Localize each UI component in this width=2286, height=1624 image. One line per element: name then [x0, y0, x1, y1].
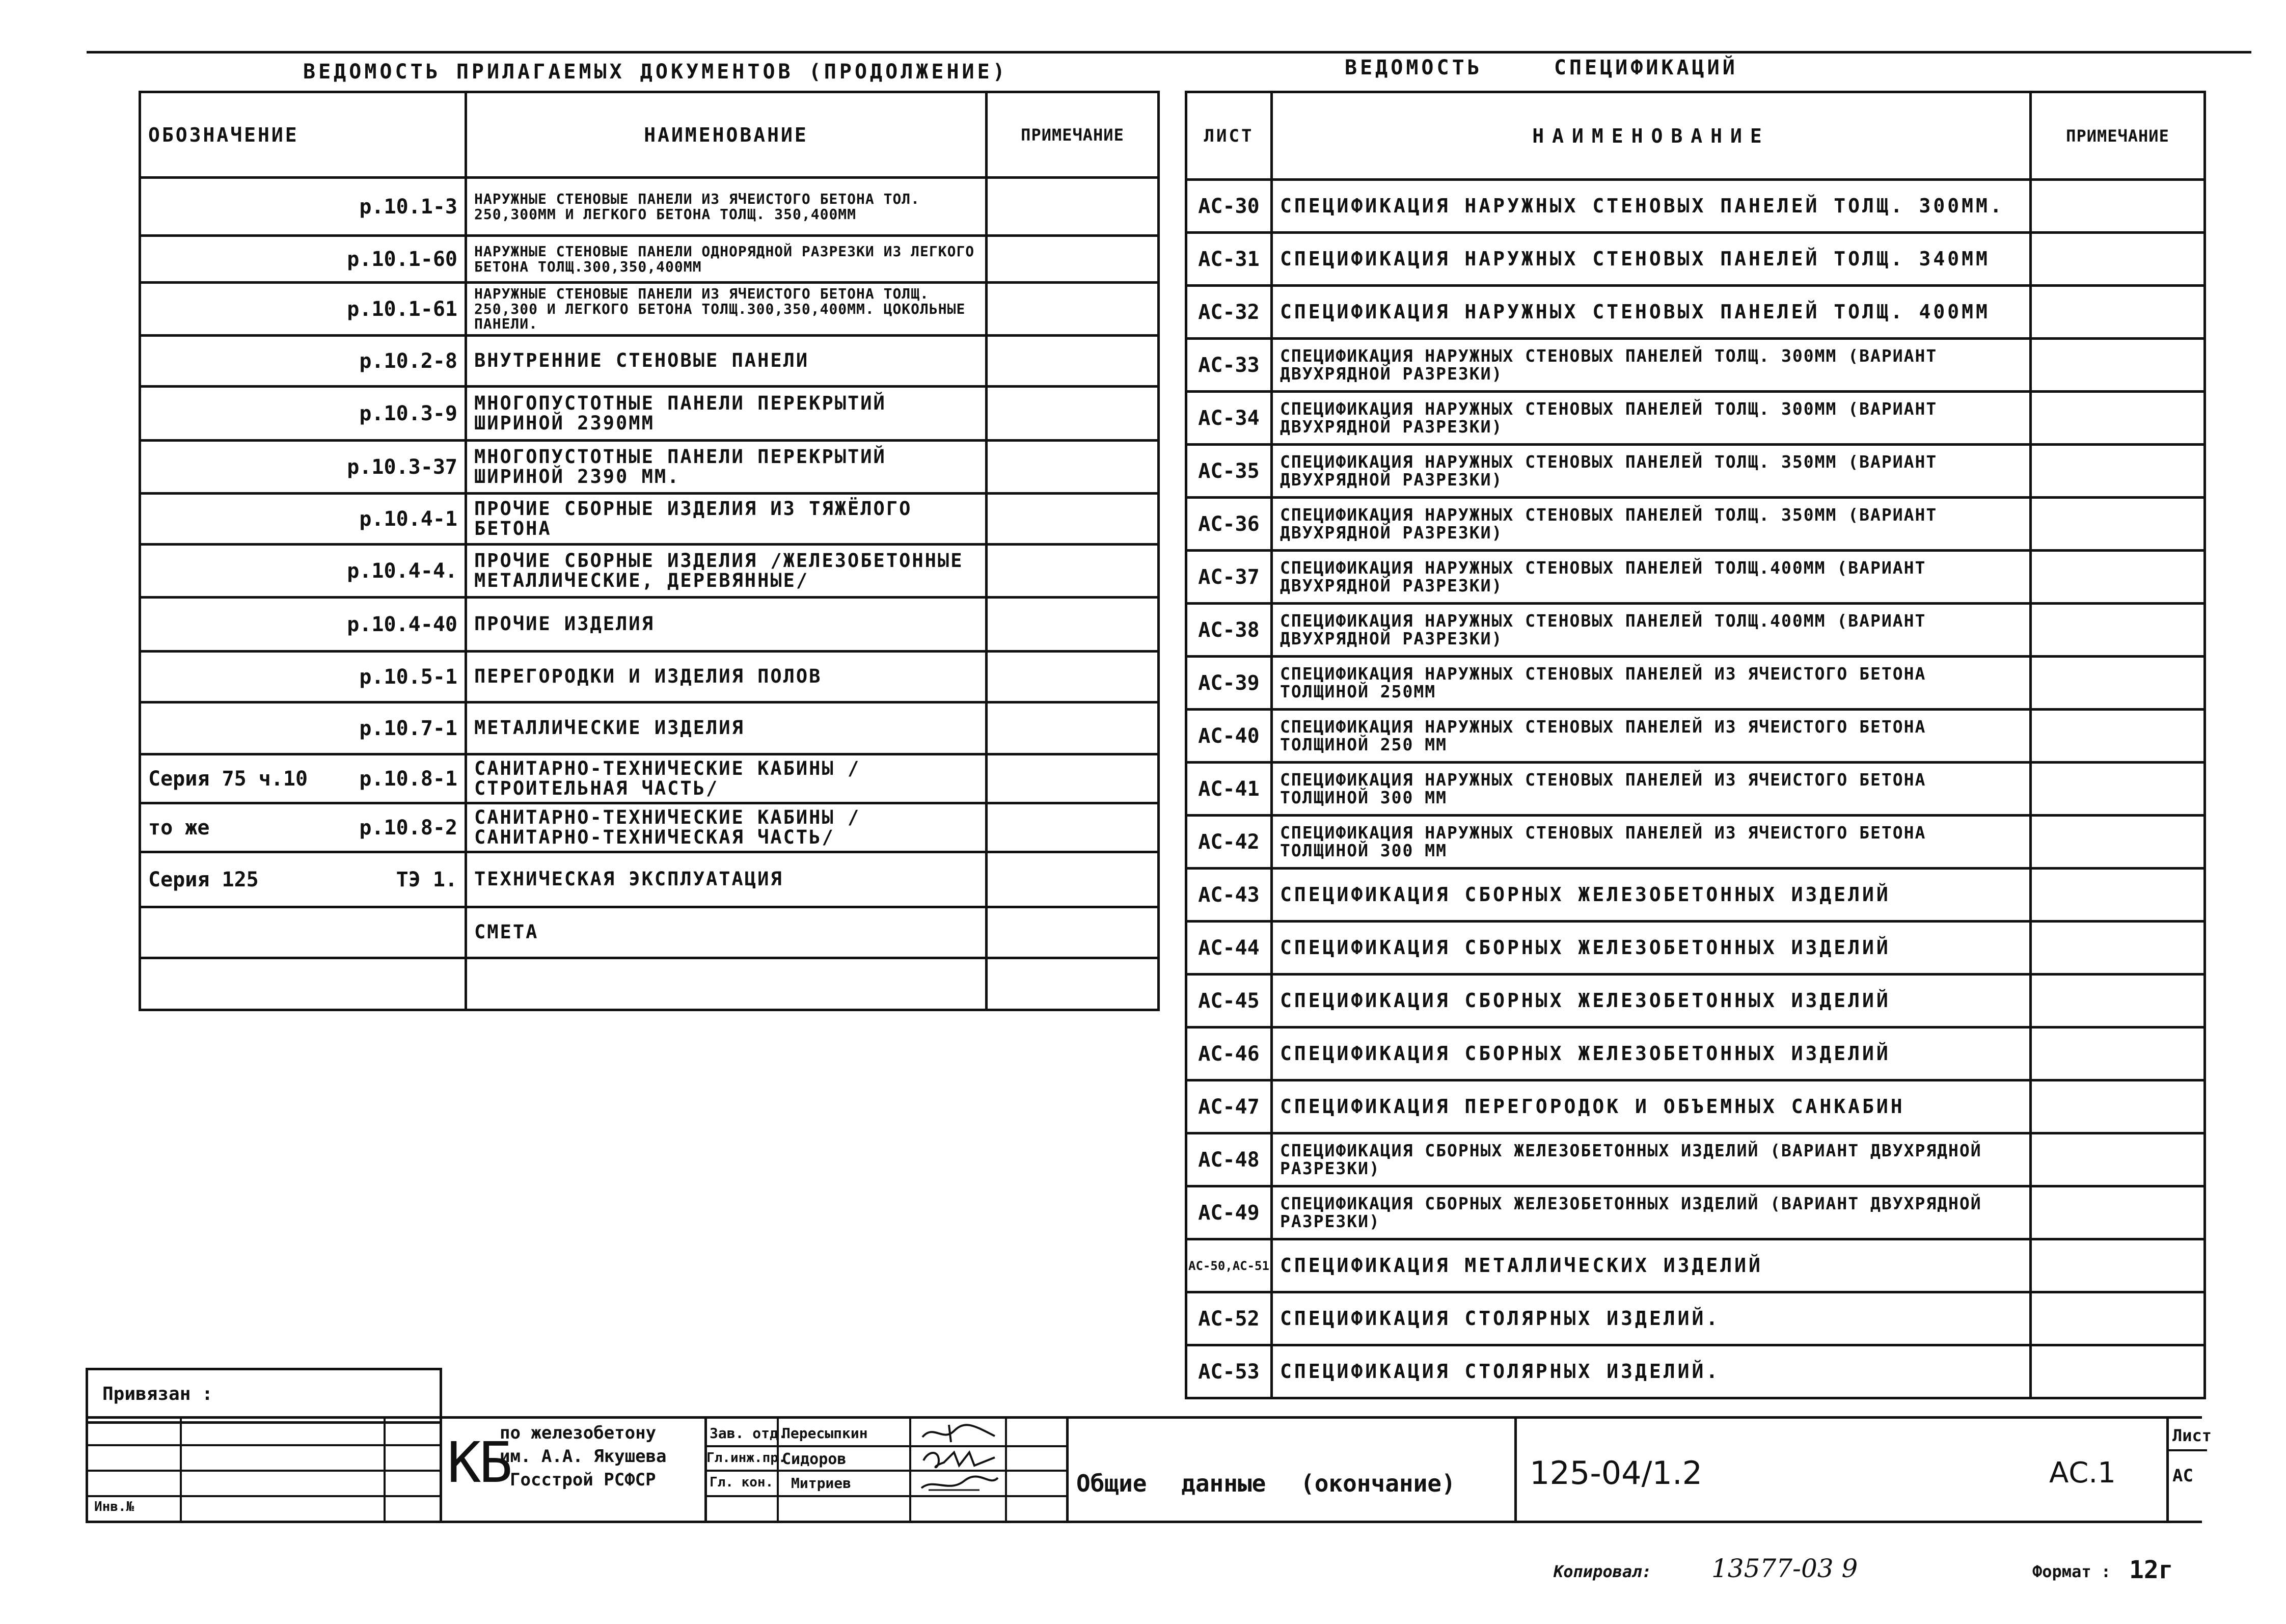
table-row: [1186, 922, 2205, 975]
table-row: [1186, 763, 2205, 816]
designation-code: р.10.3-37: [347, 455, 457, 479]
specification-name-cell: СПЕЦИФИКАЦИЯ НАРУЖНЫХ СТЕНОВЫХ ПАНЕЛЕЙ ИЗ ЯЧЕИСТОГО БЕТОНА ТОЛЩИНОЙ 300 ММ: [1272, 763, 2031, 816]
designation-code: р.10.2-8: [359, 349, 457, 373]
note-cell: [987, 598, 1159, 652]
attached-box: [86, 1368, 442, 1424]
table-row: [140, 958, 1159, 1010]
table-row: [140, 803, 1159, 852]
table-row: [140, 387, 1159, 441]
sheet-number-cell: АС-43: [1186, 869, 1272, 922]
name-header: НАИМЕНОВАНИЕ: [466, 92, 987, 178]
document-name-cell: САНИТАРНО-ТЕХНИЧЕСКИЕ КАБИНЫ /САНИТАРНО-ТЕХНИЧЕСКАЯ ЧАСТЬ/: [466, 803, 987, 852]
sheet-number-cell: АС-44: [1186, 922, 1272, 975]
note-cell: [2031, 498, 2205, 551]
designation-code: р.10.3-9: [359, 401, 457, 425]
designation-code: р.10.4-1: [359, 507, 457, 531]
copied-value: 13577-03 9: [1711, 1554, 1858, 1583]
note-cell: [2031, 657, 2205, 710]
table-row: [1186, 551, 2205, 604]
copied-label: Копировал:: [1554, 1562, 1652, 1581]
table-row: [140, 907, 1159, 958]
designation-code: р.10.7-1: [359, 716, 457, 740]
table-row: [1186, 816, 2205, 869]
series-prefix: Серия 125: [148, 868, 259, 891]
sheet-number-cell: АС-47: [1186, 1080, 1272, 1133]
document-name-cell: ПРОЧИЕ СБОРНЫЕ ИЗДЕЛИЯ ИЗ ТЯЖЁЛОГО БЕТОНА: [466, 494, 987, 545]
table-row: [1186, 1345, 2205, 1398]
specification-name-cell: СПЕЦИФИКАЦИЯ НАРУЖНЫХ СТЕНОВЫХ ПАНЕЛЕЙ ТОЛЩ. 350ММ (ВАРИАНТ ДВУХРЯДНОЙ РАЗРЕЗКИ): [1272, 445, 2031, 498]
designation-cell: [140, 702, 466, 754]
table-row: [140, 283, 1159, 336]
table-row: [1186, 710, 2205, 763]
document-name-cell: ПРОЧИЕ СБОРНЫЕ ИЗДЕЛИЯ /ЖЕЛЕЗОБЕТОННЫЕ МЕТАЛЛИЧЕСКИЕ, ДЕРЕВЯННЫЕ/: [466, 545, 987, 598]
table-row: [1186, 180, 2205, 233]
specification-name-cell: СПЕЦИФИКАЦИЯ СБОРНЫХ ЖЕЛЕЗОБЕТОННЫХ ИЗДЕЛИЙ: [1272, 975, 2031, 1027]
note-cell: [987, 283, 1159, 336]
designation-code: ТЭ 1.: [396, 868, 457, 891]
sheet-header: ЛИСТ: [1186, 92, 1272, 180]
specification-name-cell: СПЕЦИФИКАЦИЯ НАРУЖНЫХ СТЕНОВЫХ ПАНЕЛЕЙ ТОЛЩ. 400ММ: [1272, 286, 2031, 339]
signature-1-icon: [918, 1422, 1000, 1444]
table-row: [1186, 1080, 2205, 1133]
sheet-cut: АС: [2172, 1466, 2193, 1486]
note-cell: [987, 702, 1159, 754]
note-cell: [2031, 392, 2205, 445]
format-label: Формат :: [2032, 1562, 2111, 1581]
role-2: Гл.инж.пр.: [706, 1450, 786, 1466]
note-cell: [2031, 1080, 2205, 1133]
sheet-number-cell: АС-49: [1186, 1186, 1272, 1239]
note-cell: [2031, 975, 2205, 1027]
sheet-number-cell: АС-39: [1186, 657, 1272, 710]
document-name-cell: САНИТАРНО-ТЕХНИЧЕСКИЕ КАБИНЫ /СТРОИТЕЛЬНАЯ ЧАСТЬ/: [466, 754, 987, 803]
note-cell: [987, 336, 1159, 387]
note-header: ПРИМЕЧАНИЕ: [987, 92, 1159, 178]
drawing-title: Общие данные (окончание): [1076, 1470, 1456, 1497]
document-name-cell: ПЕРЕГОРОДКИ И ИЗДЕЛИЯ ПОЛОВ: [466, 652, 987, 702]
specifications-table: [1185, 91, 2206, 1399]
designation-code: р.10.8-1: [359, 767, 457, 791]
document-name-cell: [466, 958, 987, 1010]
sheet-number-cell: АС-40: [1186, 710, 1272, 763]
specification-name-cell: СПЕЦИФИКАЦИЯ СБОРНЫХ ЖЕЛЕЗОБЕТОННЫХ ИЗДЕЛИЙ: [1272, 922, 2031, 975]
table-row: [1186, 1239, 2205, 1292]
document-name-cell: НАРУЖНЫЕ СТЕНОВЫЕ ПАНЕЛИ ИЗ ЯЧЕИСТОГО БЕТОНА ТОЛ. 250,300ММ И ЛЕГКОГО БЕТОНА ТОЛЩ. 350,400ММ: [466, 178, 987, 236]
sheet-number-cell: АС-52: [1186, 1292, 1272, 1345]
document-name-cell: ВНУТРЕННИЕ СТЕНОВЫЕ ПАНЕЛИ: [466, 336, 987, 387]
table-row: [1186, 498, 2205, 551]
table-row: [140, 236, 1159, 283]
note-cell: [2031, 551, 2205, 604]
specification-name-cell: СПЕЦИФИКАЦИЯ НАРУЖНЫХ СТЕНОВЫХ ПАНЕЛЕЙ ИЗ ЯЧЕИСТОГО БЕТОНА ТОЛЩИНОЙ 300 ММ: [1272, 816, 2031, 869]
note-cell: [2031, 1292, 2205, 1345]
specification-name-cell: СПЕЦИФИКАЦИЯ СТОЛЯРНЫХ ИЗДЕЛИЙ.: [1272, 1292, 2031, 1345]
designation-code: р.10.4-4.: [347, 559, 457, 583]
designation-cell: [140, 336, 466, 387]
note-cell: [987, 754, 1159, 803]
document-name-cell: МЕТАЛЛИЧЕСКИЕ ИЗДЕЛИЯ: [466, 702, 987, 754]
designation-cell: [140, 387, 466, 441]
specification-name-cell: СПЕЦИФИКАЦИЯ НАРУЖНЫХ СТЕНОВЫХ ПАНЕЛЕЙ ТОЛЩ. 340ММ: [1272, 233, 2031, 286]
inv-label: Инв.№: [94, 1499, 134, 1514]
note-cell: [2031, 922, 2205, 975]
series-prefix: Серия 75 ч.10: [148, 767, 308, 791]
attached-documents-table: [139, 91, 1160, 1011]
sheet-number-cell: АС-31: [1186, 233, 1272, 286]
table-row: [140, 702, 1159, 754]
specification-name-cell: СПЕЦИФИКАЦИЯ НАРУЖНЫХ СТЕНОВЫХ ПАНЕЛЕЙ ИЗ ЯЧЕИСТОГО БЕТОНА ТОЛЩИНОЙ 250ММ: [1272, 657, 2031, 710]
document-name-cell: НАРУЖНЫЕ СТЕНОВЫЕ ПАНЕЛИ ИЗ ЯЧЕИСТОГО БЕТОНА ТОЛЩ. 250,300 И ЛЕГКОГО БЕТОНА ТОЛЩ.300,350,400ММ. ЦОКОЛЬНЫЕ ПАНЕЛИ.: [466, 283, 987, 336]
designation-cell: [140, 907, 466, 958]
name-2: Сидоров: [782, 1450, 847, 1468]
designation-code: р.10.1-60: [347, 247, 457, 271]
name-1: Пересыпкин: [782, 1425, 868, 1442]
table-row: [140, 652, 1159, 702]
table-row: [1186, 339, 2205, 392]
spec-name-header: НАИМЕНОВАНИЕ: [1272, 92, 2031, 180]
series-prefix: то же: [148, 816, 210, 840]
designation-cell: [140, 852, 466, 907]
note-cell: [2031, 763, 2205, 816]
table-row: [1186, 1027, 2205, 1080]
org-letters: КБ: [447, 1430, 511, 1495]
specification-name-cell: СПЕЦИФИКАЦИЯ НАРУЖНЫХ СТЕНОВЫХ ПАНЕЛЕЙ ТОЛЩ.400ММ (ВАРИАНТ ДВУХРЯДНОЙ РАЗРЕЗКИ): [1272, 551, 2031, 604]
table-row: [140, 598, 1159, 652]
role-1: Зав. отд.: [710, 1425, 787, 1442]
top-border: [87, 51, 2251, 53]
designation-cell: [140, 803, 466, 852]
note-cell: [2031, 286, 2205, 339]
designation-cell: [140, 754, 466, 803]
note-cell: [987, 907, 1159, 958]
specification-name-cell: СПЕЦИФИКАЦИЯ НАРУЖНЫХ СТЕНОВЫХ ПАНЕЛЕЙ ТОЛЩ. 300ММ (ВАРИАНТ ДВУХРЯДНОЙ РАЗРЕЗКИ): [1272, 339, 2031, 392]
designation-header: ОБОЗНАЧЕНИЕ: [140, 92, 466, 178]
spec-note-header: ПРИМЕЧАНИЕ: [2031, 92, 2205, 180]
org-line-2: им. А.А. Якушева: [500, 1446, 667, 1467]
note-cell: [2031, 1027, 2205, 1080]
table-row: [1186, 604, 2205, 657]
note-cell: [2031, 1345, 2205, 1398]
table-row: [1186, 1292, 2205, 1345]
table-row: [140, 754, 1159, 803]
note-cell: [2031, 233, 2205, 286]
sheet-number-cell: АС-37: [1186, 551, 1272, 604]
sheet-number-cell: АС-53: [1186, 1345, 1272, 1398]
sheet-number-cell: АС-33: [1186, 339, 1272, 392]
sheet-number-cell: АС-35: [1186, 445, 1272, 498]
document-name-cell: СМЕТА: [466, 907, 987, 958]
designation-cell: [140, 283, 466, 336]
specification-name-cell: СПЕЦИФИКАЦИЯ НАРУЖНЫХ СТЕНОВЫХ ПАНЕЛЕЙ ТОЛЩ. 350ММ (ВАРИАНТ ДВУХРЯДНОЙ РАЗРЕЗКИ): [1272, 498, 2031, 551]
table-row: [1186, 233, 2205, 286]
sheet-number-cell: АС-30: [1186, 180, 1272, 233]
document-name-cell: ПРОЧИЕ ИЗДЕЛИЯ: [466, 598, 987, 652]
role-3: Гл. кон.: [710, 1475, 774, 1490]
designation-code: р.10.4-40: [347, 612, 457, 636]
designation-cell: [140, 441, 466, 494]
sheet-number-cell: АС-46: [1186, 1027, 1272, 1080]
sheet-number-cell: АС-42: [1186, 816, 1272, 869]
table-row: [1186, 1133, 2205, 1186]
format-value: 12г: [2129, 1556, 2173, 1584]
specification-name-cell: СПЕЦИФИКАЦИЯ НАРУЖНЫХ СТЕНОВЫХ ПАНЕЛЕЙ ТОЛЩ. 300ММ (ВАРИАНТ ДВУХРЯДНОЙ РАЗРЕЗКИ): [1272, 392, 2031, 445]
table-row: [140, 178, 1159, 236]
document-name-cell: НАРУЖНЫЕ СТЕНОВЫЕ ПАНЕЛИ ОДНОРЯДНОЙ РАЗРЕЗКИ ИЗ ЛЕГКОГО БЕТОНА ТОЛЩ.300,350,400ММ: [466, 236, 987, 283]
note-cell: [987, 441, 1159, 494]
note-cell: [2031, 339, 2205, 392]
note-cell: [987, 236, 1159, 283]
specification-name-cell: СПЕЦИФИКАЦИЯ СБОРНЫХ ЖЕЛЕЗОБЕТОННЫХ ИЗДЕЛИЙ: [1272, 869, 2031, 922]
note-cell: [987, 852, 1159, 907]
note-cell: [987, 545, 1159, 598]
table-row: [140, 545, 1159, 598]
note-cell: [987, 387, 1159, 441]
title-block: [86, 1416, 2212, 1523]
specification-name-cell: СПЕЦИФИКАЦИЯ НАРУЖНЫХ СТЕНОВЫХ ПАНЕЛЕЙ ТОЛЩ. 300ММ.: [1272, 180, 2031, 233]
note-cell: [2031, 445, 2205, 498]
table-row: [140, 852, 1159, 907]
document-name-cell: МНОГОПУСТОТНЫЕ ПАНЕЛИ ПЕРЕКРЫТИЙ ШИРИНОЙ 2390ММ: [466, 387, 987, 441]
attached-label: Привязан :: [102, 1384, 213, 1404]
specification-name-cell: СПЕЦИФИКАЦИЯ НАРУЖНЫХ СТЕНОВЫХ ПАНЕЛЕЙ ТОЛЩ.400ММ (ВАРИАНТ ДВУХРЯДНОЙ РАЗРЕЗКИ): [1272, 604, 2031, 657]
table-row: [140, 441, 1159, 494]
document-name-cell: ТЕХНИЧЕСКАЯ ЭКСПЛУАТАЦИЯ: [466, 852, 987, 907]
note-cell: [2031, 1186, 2205, 1239]
table-row: [1186, 286, 2205, 339]
specification-name-cell: СПЕЦИФИКАЦИЯ СБОРНЫХ ЖЕЛЕЗОБЕТОННЫХ ИЗДЕЛИЙ: [1272, 1027, 2031, 1080]
specification-name-cell: СПЕЦИФИКАЦИЯ СБОРНЫХ ЖЕЛЕЗОБЕТОННЫХ ИЗДЕЛИЙ (ВАРИАНТ ДВУХРЯДНОЙ РАЗРЕЗКИ): [1272, 1133, 2031, 1186]
designation-cell: [140, 598, 466, 652]
designation-cell: [140, 178, 466, 236]
note-cell: [987, 803, 1159, 852]
note-cell: [987, 652, 1159, 702]
note-cell: [987, 494, 1159, 545]
specification-name-cell: СПЕЦИФИКАЦИЯ СБОРНЫХ ЖЕЛЕЗОБЕТОННЫХ ИЗДЕЛИЙ (ВАРИАНТ ДВУХРЯДНОЙ РАЗРЕЗКИ): [1272, 1186, 2031, 1239]
designation-code: р.10.5-1: [359, 665, 457, 689]
specification-name-cell: СПЕЦИФИКАЦИЯ СТОЛЯРНЫХ ИЗДЕЛИЙ.: [1272, 1345, 2031, 1398]
specification-name-cell: СПЕЦИФИКАЦИЯ ПЕРЕГОРОДОК И ОБЪЕМНЫХ САНКАБИН: [1272, 1080, 2031, 1133]
name-3: Митриев: [791, 1475, 852, 1492]
sheet-number-cell: АС-38: [1186, 604, 1272, 657]
specification-name-cell: СПЕЦИФИКАЦИЯ НАРУЖНЫХ СТЕНОВЫХ ПАНЕЛЕЙ ИЗ ЯЧЕИСТОГО БЕТОНА ТОЛЩИНОЙ 250 ММ: [1272, 710, 2031, 763]
note-cell: [987, 178, 1159, 236]
project-code: 125-04/1.2: [1530, 1454, 1703, 1492]
table-row: [1186, 869, 2205, 922]
table-row: [1186, 445, 2205, 498]
specification-name-cell: СПЕЦИФИКАЦИЯ МЕТАЛЛИЧЕСКИХ ИЗДЕЛИЙ: [1272, 1239, 2031, 1292]
sheet-label: Лист: [2172, 1426, 2212, 1445]
sheet-number-cell: АС-41: [1186, 763, 1272, 816]
table-row: [140, 336, 1159, 387]
sheet-number-cell: АС-48: [1186, 1133, 1272, 1186]
designation-cell: [140, 545, 466, 598]
sheet-code: АС.1: [2049, 1456, 2116, 1490]
org-line-3: Госстрой РСФСР: [510, 1470, 656, 1490]
note-cell: [2031, 180, 2205, 233]
left-table-caption: ВЕДОМОСТЬ ПРИЛАГАЕМЫХ ДОКУМЕНТОВ (ПРОДОЛЖЕНИЕ): [303, 60, 1008, 84]
note-cell: [2031, 1133, 2205, 1186]
designation-code: р.10.1-3: [359, 195, 457, 219]
sheet-number-cell: АС-45: [1186, 975, 1272, 1027]
note-cell: [2031, 869, 2205, 922]
signature-3-icon: [918, 1473, 1000, 1495]
note-cell: [2031, 1239, 2205, 1292]
designation-cell: [140, 236, 466, 283]
document-name-cell: МНОГОПУСТОТНЫЕ ПАНЕЛИ ПЕРЕКРЫТИЙ ШИРИНОЙ 2390 ММ.: [466, 441, 987, 494]
note-cell: [2031, 604, 2205, 657]
note-cell: [2031, 816, 2205, 869]
sheet-number-cell: АС-32: [1186, 286, 1272, 339]
sheet-number-cell: АС-50,АС-51: [1186, 1239, 1272, 1292]
table-row: [1186, 392, 2205, 445]
designation-cell: [140, 652, 466, 702]
table-row: [1186, 657, 2205, 710]
note-cell: [987, 958, 1159, 1010]
right-table-caption: ВЕДОМОСТЬ СПЕЦИФИКАЦИЙ: [1345, 56, 1738, 79]
table-row: [1186, 975, 2205, 1027]
table-row: [1186, 1186, 2205, 1239]
designation-cell: [140, 494, 466, 545]
org-line-1: по железобетону: [500, 1423, 657, 1443]
table-row: [140, 494, 1159, 545]
sheet-number-cell: АС-34: [1186, 392, 1272, 445]
sheet-number-cell: АС-36: [1186, 498, 1272, 551]
note-cell: [2031, 710, 2205, 763]
designation-code: р.10.8-2: [359, 816, 457, 840]
designation-code: р.10.1-61: [347, 297, 457, 321]
signature-2-icon: [918, 1447, 1000, 1470]
designation-cell: [140, 958, 466, 1010]
